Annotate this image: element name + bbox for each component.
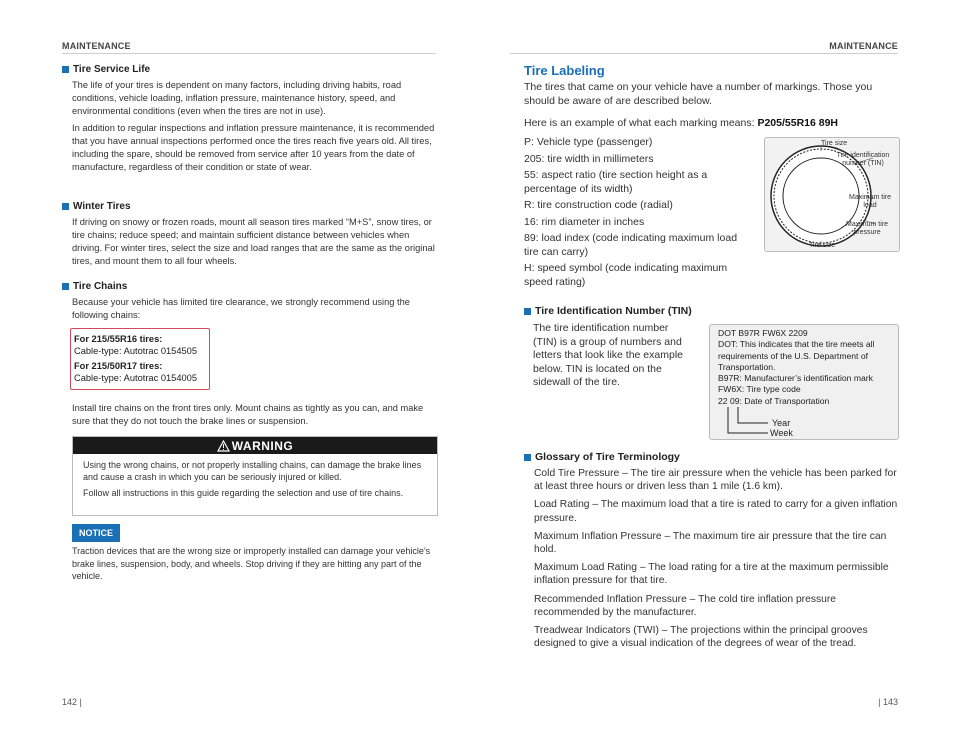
header-rule bbox=[62, 53, 436, 54]
tin-text: The tire identification number (TIN) is a group of numbers and letters that look like the example below. TIN is located on the sidewall of the tire. bbox=[533, 322, 683, 388]
section-heading: Tire Chains bbox=[73, 281, 128, 292]
marking-item: 89: load index (code indicating maximum load tire can carry) bbox=[524, 232, 738, 258]
section-bullet-icon bbox=[524, 308, 531, 315]
warning-bar bbox=[73, 437, 437, 454]
diagram-label: Tire size bbox=[809, 242, 836, 249]
section-bullet-icon bbox=[62, 66, 69, 73]
example-line bbox=[524, 117, 904, 131]
marking-item: 55: aspect ratio (tire section height as a percentage of its width) bbox=[524, 169, 708, 195]
glossary-item: Treadwear Indicators (TWI) – The projections within the principal grooves designed to give a visual indication of the degrees of wear of the tread. bbox=[534, 625, 868, 650]
tin-line: FW6X: Tire type code bbox=[718, 384, 801, 395]
tire-chains-section bbox=[62, 281, 438, 326]
glossary-item: Recommended Inflation Pressure – The cold tire inflation pressure recommended by the manufacturer. bbox=[534, 593, 837, 618]
tin-section bbox=[524, 305, 904, 321]
paragraph: The life of your tires is dependent on many factors, including driving habits, road conditions, vehicle loading, inflation pressure, maintenance history, speed, and environmental conditions (even when the tires are not in use). bbox=[72, 80, 402, 116]
paragraph: If driving on snowy or frozen roads, mount all season tires marked “M+S”, snow tires, or tire chains; reduce speed; and maintain sufficient distance between vehicles when driving. For winter tires, select the size and load ranges that are the same as the original tires, and mount them to all four wheels. bbox=[72, 217, 435, 266]
page-number: | 143 bbox=[878, 697, 898, 707]
glossary-item: Maximum Inflation Pressure – The maximum tire air pressure that the tire can hold. bbox=[534, 530, 887, 556]
example-prefix: Here is an example of what each marking means: bbox=[524, 117, 755, 129]
marking-item: H: speed symbol (code indicating maximum speed rating) bbox=[524, 262, 728, 288]
right-page bbox=[480, 0, 960, 750]
warning-label: WARNING bbox=[231, 438, 294, 453]
chain-title: For 215/50R17 tires: bbox=[74, 361, 163, 371]
year-label: Year bbox=[772, 418, 791, 428]
paragraph: Because your vehicle has limited tire clearance, we strongly recommend using the following chains: bbox=[72, 297, 410, 320]
winter-tires-section bbox=[62, 201, 438, 272]
glossary-item: Maximum Load Rating – The load rating for a tire at the maximum permissible inflation pressure for that tire. bbox=[534, 562, 889, 587]
week-label: Week bbox=[770, 428, 793, 438]
diagram-label: Maximum tire load bbox=[848, 194, 891, 209]
tire-service-life-section bbox=[62, 64, 438, 178]
section-bullet-icon bbox=[62, 203, 69, 210]
paragraph: In addition to regular inspections and inflation pressure maintenance, it is recommended that you have annual inspections performed once the tires reach five years old. All tires, including the spare, should be removed from service after 10 years from the date of manufacture, regardless of their condition or state of wear. bbox=[72, 123, 435, 172]
tin-line: DOT B97R FW6X 2209 bbox=[718, 328, 808, 338]
warning-box bbox=[72, 436, 438, 516]
notice-text: Traction devices that are the wrong size or improperly installed can damage your vehicle’s brake lines, suspension, body, and wheels. Stop driving if they are hitting any part of the vehicle. bbox=[72, 546, 431, 581]
marking-item: R: tire construction code (radial) bbox=[524, 199, 673, 211]
tin-example-box bbox=[709, 324, 899, 440]
section-heading: Tire Service Life bbox=[73, 64, 151, 75]
page-title: Tire Labeling bbox=[524, 63, 605, 78]
chain-title: For 215/55R16 tires: bbox=[74, 334, 163, 344]
glossary-item: Load Rating – The maximum load that a tire is rated to carry for a given inflation pressure. bbox=[534, 499, 898, 524]
section-heading: Tire Identification Number (TIN) bbox=[535, 305, 692, 317]
section-bullet-icon bbox=[62, 283, 69, 290]
section-heading: Glossary of Tire Terminology bbox=[535, 451, 680, 463]
diagram-label: Tire size bbox=[821, 140, 848, 147]
warning-text: Follow all instructions in this guide regarding the selection and use of tire chains. bbox=[83, 488, 404, 498]
marking-item: P: Vehicle type (passenger) bbox=[524, 136, 653, 148]
page-header: MAINTENANCE bbox=[829, 41, 898, 51]
example-code: P205/55R16 89H bbox=[757, 117, 839, 129]
chain-type: Cable-type: Autotrac 0154005 bbox=[74, 373, 198, 383]
glossary-section bbox=[524, 451, 904, 655]
glossary-item: Cold Tire Pressure – The tire air pressure when the vehicle has been parked for at least three hours or driven less than 1 mile (1.6 km). bbox=[534, 468, 897, 493]
chain-type: Cable-type: Autotrac 0154505 bbox=[74, 346, 198, 356]
section-bullet-icon bbox=[524, 454, 531, 461]
tin-line: 22 09: Date of Transportation bbox=[718, 395, 830, 406]
warning-triangle-icon bbox=[217, 440, 230, 452]
section-heading: Winter Tires bbox=[73, 201, 131, 212]
page-number: 142 | bbox=[62, 697, 82, 707]
tin-line: DOT: This indicates that the tire meets all requirements of the U.S. Department of Transportation. bbox=[718, 339, 875, 372]
paragraph: Install tire chains on the front tires only. Mount chains as tightly as you can, and make sure that they do not touch the brake lines or suspension. bbox=[72, 403, 424, 426]
header-rule bbox=[510, 53, 898, 54]
tire-diagram bbox=[764, 137, 900, 252]
marking-item: 205: tire width in millimeters bbox=[524, 152, 654, 165]
intro-text: The tires that came on your vehicle have a number of markings. Those you should be aware of are described below. bbox=[524, 81, 873, 107]
tin-line: B97R: Manufacturer’s identification mark bbox=[718, 373, 873, 384]
warning-text: Using the wrong chains, or not properly installing chains, can damage the brake lines and cause a crash in which you can be seriously injured or killed. bbox=[83, 460, 422, 482]
diagram-label: Maximum tire pressure bbox=[845, 221, 888, 236]
marking-list bbox=[524, 136, 754, 292]
chain-recommendation-box bbox=[70, 328, 210, 390]
page-header: MAINTENANCE bbox=[62, 41, 131, 51]
marking-item: 16: rim diameter in inches bbox=[524, 215, 645, 228]
diagram-label: Tire identification number (TIN) bbox=[836, 152, 890, 167]
notice-label: NOTICE bbox=[72, 524, 120, 542]
